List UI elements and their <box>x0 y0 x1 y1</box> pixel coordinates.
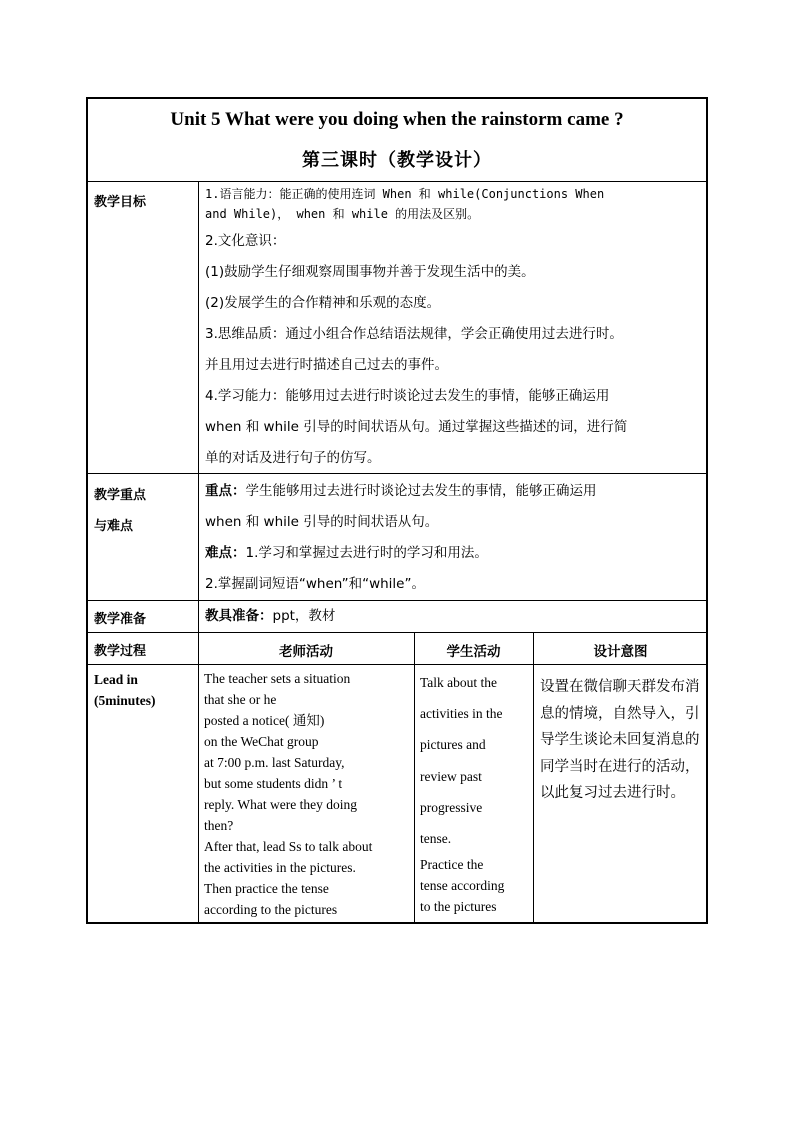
objective-line: 3.思维品质：通过小组合作总结语法规律，学会正确使用过去进行时。 <box>205 326 623 342</box>
teacher-activity-line: the activities in the pictures. <box>204 860 356 875</box>
row-divider <box>88 473 706 474</box>
objective-line: 4.学习能力：能够用过去进行时谈论过去发生的事情，能够正确运用 <box>205 388 610 404</box>
column-divider <box>414 632 415 924</box>
lead-in-duration: (5minutes) <box>94 693 156 708</box>
design-intent-header: 设计意图 <box>593 644 648 660</box>
student-activity-line: Practice the <box>420 857 484 872</box>
student-activity-line: to the pictures <box>420 899 497 914</box>
teacher-activity-text <box>204 668 372 920</box>
row-divider <box>88 181 706 182</box>
key-point-text: 学生能够用过去进行时谈论过去发生的事情，能够正确运用 <box>245 483 597 499</box>
lesson-plan-table <box>86 97 708 924</box>
difficult-point-text: 1.学习和掌握过去进行时的学习和用法。 <box>245 545 488 561</box>
objective-line: when 和 while 引导的时间状语从句。通过掌握这些描述的词，进行简 <box>205 419 628 435</box>
objective-line: and While)， when 和 while 的用法及区别。 <box>205 207 480 221</box>
teacher-activity-line: that she or he <box>204 692 277 707</box>
teacher-activity-line: reply. What were they doing <box>204 797 357 812</box>
student-activity-line: progressive <box>420 800 483 815</box>
student-activity-line: tense. <box>420 831 452 846</box>
teacher-activity-line: on the WeChat group <box>204 734 319 749</box>
teacher-activity-line: but some students didn ’ t <box>204 776 343 791</box>
difficult-point-label: 难点： <box>205 545 246 561</box>
key-point-label: 重点： <box>205 483 246 499</box>
objective-line: 并且用过去进行时描述自己过去的事件。 <box>205 357 448 373</box>
tools-text: ppt，教材 <box>272 608 336 624</box>
page-title: Unit 5 What were you doing when the rainstorm came ? <box>170 109 624 130</box>
row-divider <box>88 632 706 633</box>
teacher-activity-line: according to the pictures <box>204 902 338 917</box>
teacher-activity-line: The teacher sets a situation <box>204 671 351 686</box>
objective-line: 2.文化意识： <box>205 233 286 249</box>
student-activity-line: pictures and <box>420 737 486 752</box>
lead-in-label: Lead in <box>94 672 138 687</box>
teacher-activity-line: Then practice the tense <box>204 881 329 896</box>
teacher-activity-header: 老师活动 <box>279 644 333 660</box>
objective-line: 1.语言能力：能正确的使用连词 When 和 while(Conjunctions When <box>205 187 605 201</box>
student-activity-line: activities in the <box>420 706 503 721</box>
teacher-activity-line: then? <box>204 818 234 833</box>
key-points-label: 教学重点 <box>94 488 147 503</box>
student-activity-line: Talk about the <box>420 675 498 690</box>
row-divider <box>88 600 706 601</box>
student-activity-line: tense according <box>420 878 505 893</box>
teacher-activity-line: at 7:00 p.m. last Saturday, <box>204 755 345 770</box>
key-point-text-2: when 和 while 引导的时间状语从句。 <box>205 514 439 530</box>
student-activity-header: 学生活动 <box>446 644 501 660</box>
objective-line: (2)发展学生的合作精神和乐观的态度。 <box>205 295 441 311</box>
page-subtitle: 第三课时（教学设计） <box>302 150 492 171</box>
tools-label: 教具准备： <box>205 608 273 624</box>
teacher-activity-line: After that, lead Ss to talk about <box>204 839 373 854</box>
difficult-point-text-2: 2.掌握副词短语“when”和“while”。 <box>205 576 425 592</box>
objective-line: (1)鼓励学生仔细观察周围事物并善于发现生活中的美。 <box>205 264 535 280</box>
objective-line: 单的对话及进行句子的仿写。 <box>205 450 381 466</box>
objectives-label: 教学目标 <box>94 195 147 210</box>
teacher-activity-line: posted a notice( 通知) <box>204 713 325 728</box>
row-divider <box>88 664 706 665</box>
column-divider <box>198 181 199 924</box>
student-activity-line: review past <box>420 769 482 784</box>
key-points-label-2: 与难点 <box>94 519 134 534</box>
column-divider <box>533 632 534 924</box>
preparation-label: 教学准备 <box>94 612 147 627</box>
design-intent-text: 设置在微信聊天群发布消息的情境，自然导入，引导学生谈论未回复消息的同学当时在进行的活动，以此复习过去进行时。 <box>540 679 700 801</box>
process-label: 教学过程 <box>94 644 147 659</box>
